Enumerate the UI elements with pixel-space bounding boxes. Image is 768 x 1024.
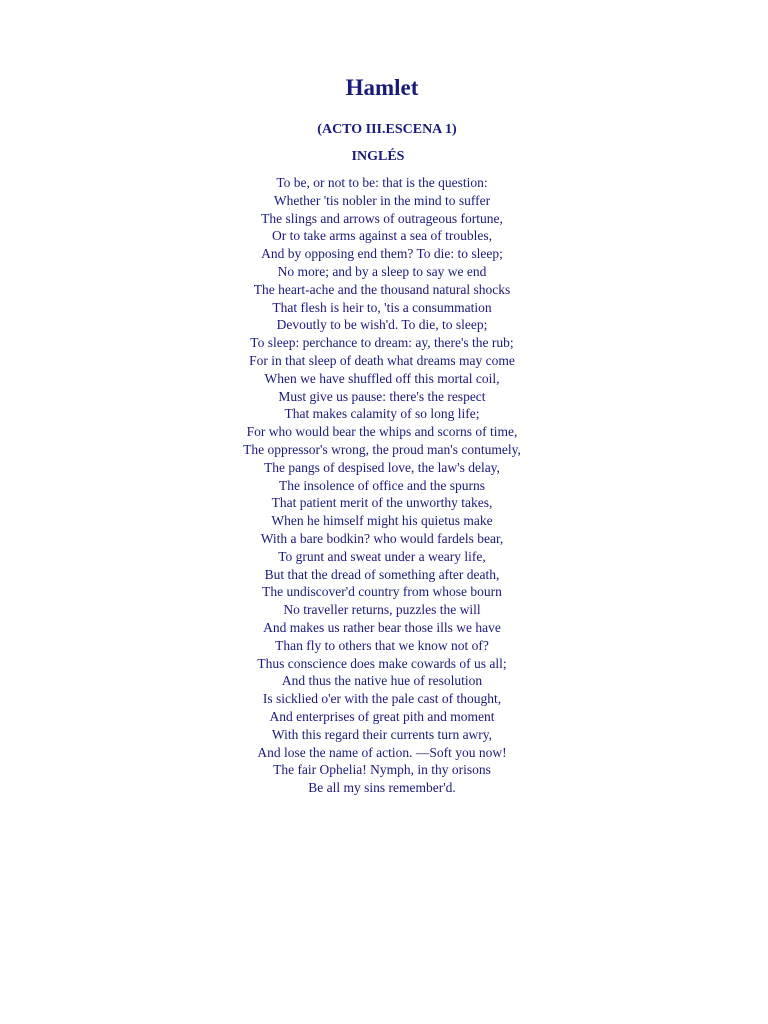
poem-line: To be, or not to be: that is the question: [276, 175, 488, 190]
poem-line: Be all my sins remember'd. [308, 780, 456, 796]
poem-line: And by opposing end them? To die: to sleep; [261, 246, 503, 262]
poem-line: To sleep: perchance to dream: ay, there's the rub; [250, 335, 514, 351]
poem-line: The pangs of despised love, the law's delay, [264, 459, 500, 475]
poem-line: That patient merit of the unworthy takes, [271, 495, 493, 511]
poem-line: That makes calamity of so long life; [284, 406, 480, 422]
poem-line: The slings and arrows of outrageous fortune, [261, 210, 503, 226]
poem-line: And enterprises of great pith and moment [269, 708, 495, 724]
poem-line: The insolence of office and the spurns [279, 477, 485, 493]
poem-line: But that the dread of something after death, [264, 566, 500, 582]
poem-text [0, 174, 764, 797]
poem-line: And thus the native hue of resolution [281, 673, 483, 689]
poem-line: The fair Ophelia! Nymph, in thy orisons [273, 762, 491, 778]
poem-line: With a bare bodkin? who would fardels bear, [260, 530, 504, 546]
poem-line: When he himself might his quietus make [271, 513, 493, 529]
poem-line: When we have shuffled off this mortal coil, [264, 370, 500, 386]
poem-line: Than fly to others that we know not of? [275, 637, 489, 653]
poem-line: For who would bear the whips and scorns of time, [246, 424, 518, 440]
poem-line: No traveller returns, puzzles the will [283, 602, 481, 618]
poem-line: That flesh is heir to, 'tis a consummation [272, 299, 492, 315]
poem-line: With this regard their currents turn awry, [271, 726, 493, 742]
poem-line: The oppressor's wrong, the proud man's contumely, [243, 441, 521, 457]
poem-line: Devoutly to be wish'd. To die, to sleep; [276, 317, 488, 333]
act-scene-heading: (ACTO III.ESCENA 1) [317, 122, 457, 137]
poem-line: Is sicklied o'er with the pale cast of thought, [262, 691, 502, 707]
document-title: Hamlet [345, 75, 419, 100]
poem-line: Must give us pause: there's the respect [278, 388, 486, 404]
poem-line: The undiscover'd country from whose bourn [262, 584, 502, 600]
poem-line: And makes us rather bear those ills we have [263, 619, 501, 635]
poem-line: Or to take arms against a sea of troubles, [271, 228, 493, 244]
poem-line: And lose the name of action. —Soft you now! [257, 744, 507, 760]
poem-line: To grunt and sweat under a weary life, [278, 548, 486, 564]
poem-line: Whether 'tis nobler in the mind to suffer [273, 192, 491, 208]
poem-line: For in that sleep of death what dreams may come [249, 352, 515, 368]
poem-line: Thus conscience does make cowards of us all; [257, 655, 507, 671]
poem-line: The heart-ache and the thousand natural shocks [253, 281, 511, 297]
poem-line: No more; and by a sleep to say we end [277, 263, 487, 279]
language-heading: INGLÉS [351, 149, 405, 164]
